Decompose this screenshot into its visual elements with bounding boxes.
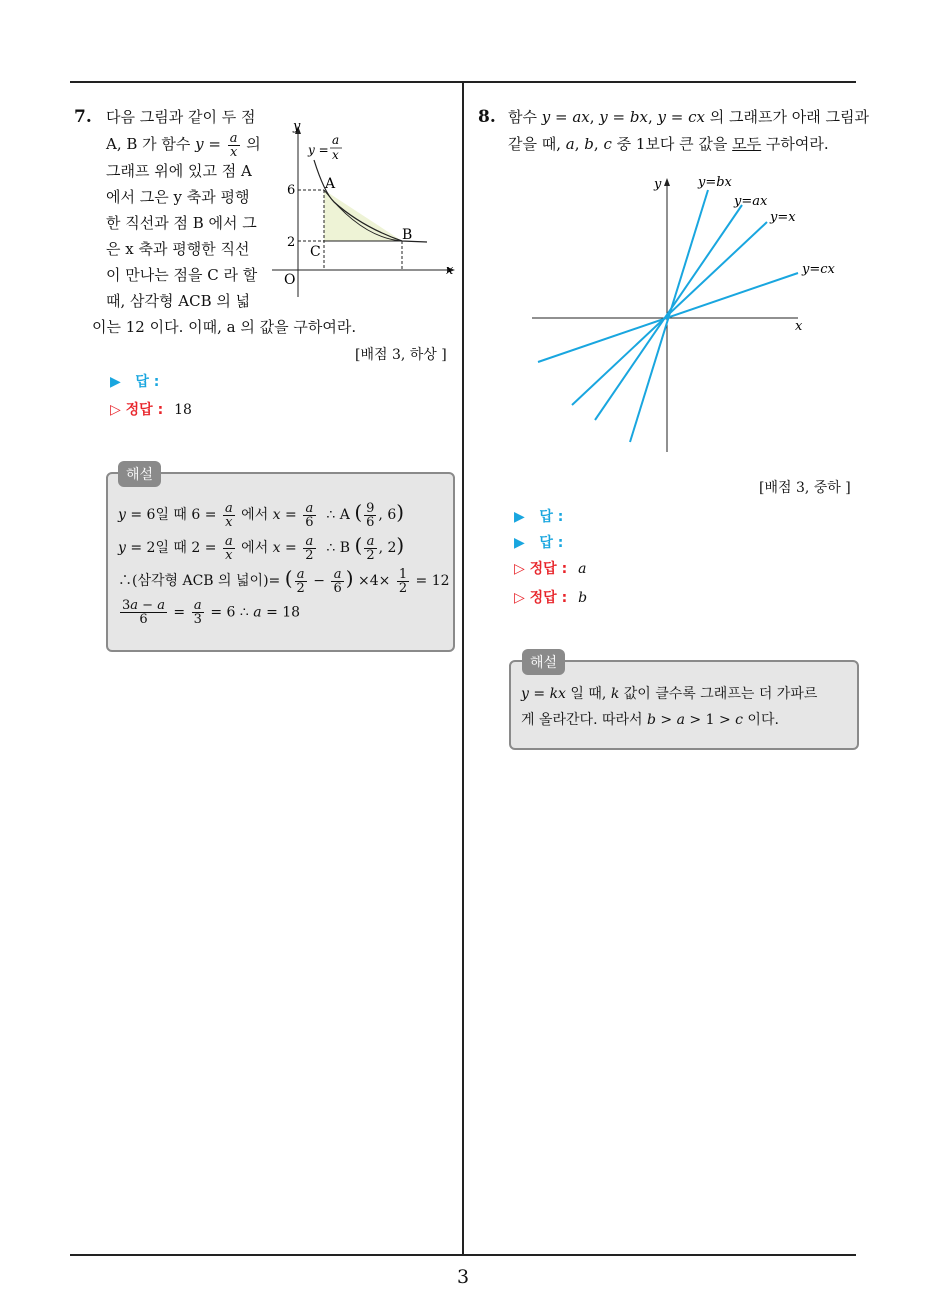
line-y-bx (630, 190, 708, 442)
y-axis-arrow-icon (664, 178, 670, 186)
question-7-correct-row (110, 399, 192, 419)
curve-label-prefix: y = (308, 143, 329, 157)
correct-label: 정답 : (529, 561, 568, 577)
question-8-graph (530, 170, 840, 455)
correct-label: 정답 : (529, 590, 568, 606)
question-7-line-7: 이 만나는 점을 C 라 할 (106, 266, 258, 284)
correct-value: a (578, 561, 587, 577)
curve-label-num: a (332, 133, 340, 147)
answer-arrow-icon: ▶ (514, 535, 525, 551)
point-b-label: B (402, 227, 413, 243)
explain-8-line-1: y = kx 일 때, k 값이 클수록 그래프는 더 가파르 (521, 686, 818, 702)
y-axis-label: y (654, 177, 662, 192)
tick-2-label: 2 (287, 235, 296, 250)
correct-value: b (578, 590, 588, 606)
correct-arrow-icon: ▷ (110, 402, 121, 418)
explain-7-line-4: $\frac{3a - a}{6}$ = $\frac{a}{3}$ = 6 ∴ a = 18 (122, 598, 301, 627)
line-y-x (572, 222, 767, 405)
question-7-line-9: 이는 12 이다. 이때, a 의 값을 구하여라. (92, 318, 357, 336)
correct-label: 정답 : (125, 402, 164, 418)
question-7-line-5: 한 직선과 점 B 에서 그 (106, 214, 257, 232)
question-8-answer-row-2 (514, 532, 563, 552)
question-7-line-8: 때, 삼각형 ACB 의 넓 (106, 292, 251, 310)
origin-label: O (284, 272, 296, 288)
answer-arrow-icon: ▶ (110, 374, 121, 390)
question-8-line-1: 함수 y = ax, y = bx, y = cx 의 그래프가 아래 그림과 (508, 108, 869, 126)
triangle-acb-shade (324, 190, 402, 241)
point-a-label: A (325, 176, 336, 192)
x-axis-label: x (446, 263, 454, 278)
question-8-explanation-tag: 해설 (522, 649, 565, 675)
answer-arrow-icon: ▶ (514, 509, 525, 525)
correct-value: 18 (174, 402, 192, 418)
question-7-line-4: 에서 그은 y 축과 평행 (106, 188, 250, 206)
curve-label-den: x (332, 148, 339, 162)
question-7-graph (262, 112, 462, 302)
correct-arrow-icon: ▷ (514, 590, 525, 606)
page-number: 3 (456, 1266, 470, 1288)
column-divider (462, 83, 464, 1256)
correct-arrow-icon: ▷ (514, 561, 525, 577)
question-7-answer-row (110, 371, 159, 391)
question-7-line-1: 다음 그림과 같이 두 점 (106, 108, 256, 126)
question-7-explanation-tag: 해설 (118, 461, 161, 487)
bottom-rule (70, 1254, 856, 1256)
explain-7-line-1: y = 6일 때 6 = $\frac{a}{x}$ 에서 x = $\frac{a}{6}$ ∴ A ( $\frac{9}{6}$ , 6) (118, 500, 405, 530)
question-8-score: [배점 3, 중하 ] (759, 480, 851, 496)
explain-7-line-2: y = 2일 때 2 = $\frac{a}{x}$ 에서 x = $\frac{a}{2}$ ∴ B ( $\frac{a}{2}$ , 2) (118, 533, 405, 563)
x-axis-label: x (795, 319, 803, 334)
answer-label: 답 : (135, 374, 160, 390)
question-7-line-6: 은 x 축과 평행한 직선 (106, 240, 250, 258)
question-8-correct-row-1 (514, 558, 586, 578)
label-y-bx: y=bx (698, 175, 732, 190)
y-axis-label: y (293, 119, 301, 134)
label-y-ax: y=ax (734, 194, 768, 209)
explain-8-line-2: 게 올라간다. 따라서 b > a > 1 > c 이다. (521, 712, 779, 728)
label-y-x: y=x (770, 210, 796, 225)
tick-6-label: 6 (287, 183, 296, 198)
question-8-number: 8. (478, 107, 496, 127)
label-y-cx: y=cx (802, 262, 835, 277)
answer-label: 답 : (539, 535, 564, 551)
question-7-score: [배점 3, 하상 ] (355, 347, 447, 363)
point-c-label: C (310, 244, 321, 260)
question-7-number: 7. (74, 107, 92, 127)
question-8-correct-row-2 (514, 587, 587, 607)
explain-7-line-3: ∴(삼각형 ACB 의 넓이)= ( $\frac{a}{2}$ − $\frac{a}{6}$ ) ×4× $\frac{1}{2}$ = 12 (118, 566, 450, 596)
question-8-line-2: 같을 때, a, b, c 중 1보다 큰 값을 모두 구하여라. (508, 135, 829, 153)
line-y-ax (595, 205, 742, 420)
answer-label: 답 : (539, 509, 564, 525)
question-7-line-3: 그래프 위에 있고 점 A (106, 162, 252, 180)
question-7-line-2: A, B 가 함수 y = $\frac{a}{x}$ 의 (106, 130, 261, 160)
question-8-answer-row-1 (514, 506, 563, 526)
